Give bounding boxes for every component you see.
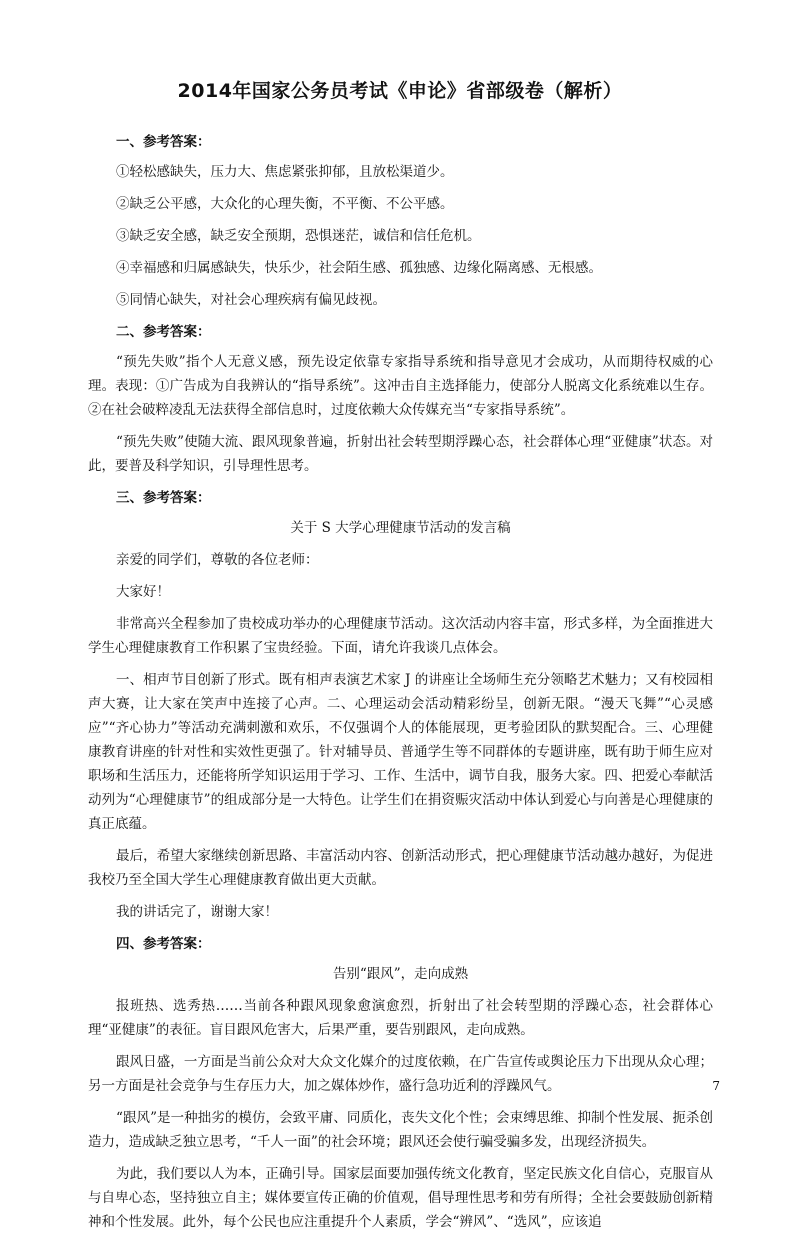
- section-2-paragraph: “预先失败”使随大流、跟风现象普遍，折射出社会转型期浮躁心态，社会群体心理“亚健康”状态。对此，要普及科学知识，引导理性思考。: [88, 434, 713, 474]
- section-3-paragraph: 我的讲话完了，谢谢大家！: [116, 904, 278, 920]
- section-4-heading: 四、参考答案：: [116, 936, 211, 952]
- section-1-item: ②缺乏公平感，大众化的心理失衡，不平衡、不公平感。: [116, 196, 454, 212]
- section-2-heading: 二、参考答案：: [116, 324, 211, 340]
- section-1-item: ④幸福感和归属感缺失，快乐少，社会陌生感、孤独感、边缘化隔离感、无根感。: [116, 260, 602, 276]
- section-1-item: ③缺乏安全感，缺乏安全预期，恐惧迷茫，诚信和信任危机。: [116, 228, 481, 244]
- speech-salutation: 亲爱的同学们，尊敬的各位老师：: [116, 552, 319, 568]
- section-3-paragraph: 非常高兴全程参加了贵校成功举办的心理健康节活动。这次活动内容丰富，形式多样，为全面推进大学生心理健康教育工作积累了宝贵经验。下面，请允许我谈几点体会。: [88, 616, 713, 656]
- section-3-paragraph: 一、相声节目创新了形式。既有相声表演艺术家 J 的讲座让全场师生充分领略艺术魅力；又有校园相声大赛，让大家在笑声中连接了心声。二、心理运动会活动精彩纷呈，创新无限。“漫天飞舞”“心灵感应”“齐心协力”等活动充满刺激和欢乐，不仅强调个人的体能展现，更考验团队的默契配合。三、心理健康教育讲座的针对性和实效性更强了。针对辅导员、普通学生等不同群体的专题讲座，既有助于师生应对职场和生活压力，还能将所学知识运用于学习、工作、生活中，调节自我，服务大家。四、把爱心奉献活动列为“心理健康节”的组成部分是一大特色。让学生们在捐资赈灾活动中体认到爱心与向善是心理健康的真正底蕴。: [88, 672, 713, 832]
- essay-title: 告别“跟风”，走向成熟: [332, 966, 469, 982]
- section-1-item: ⑤同情心缺失，对社会心理疾病有偏见歧视。: [116, 292, 386, 308]
- section-3-paragraph: 最后，希望大家继续创新思路、丰富活动内容、创新活动形式，把心理健康节活动越办越好，为促进我校乃至全国大学生心理健康教育做出更大贡献。: [88, 848, 713, 888]
- section-4-paragraph: 报班热、选秀热……当前各种跟风现象愈演愈烈，折射出了社会转型期的浮躁心态，社会群体心理“亚健康”的表征。盲目跟风危害大，后果严重，要告别跟风，走向成熟。: [88, 998, 713, 1038]
- section-4-paragraph: “跟风”是一种拙劣的模仿，会致平庸、同质化，丧失文化个性；会束缚思维、抑制个性发展、扼杀创造力，造成缺乏独立思考，“千人一面”的社会环境；跟风还会使行骗受骗多发，出现经济损失。: [88, 1110, 713, 1150]
- section-4-paragraph: 跟风日盛，一方面是当前公众对大众文化媒介的过度依赖，在广告宣传或舆论压力下出现从众心理；另一方面是社会竞争与生存压力大，加之媒体炒作，盛行急功近利的浮躁风气。: [88, 1054, 713, 1094]
- section-1-heading: 一、参考答案：: [116, 134, 211, 150]
- document-body: [88, 130, 713, 1242]
- section-4-paragraph: 为此，我们要以人为本，正确引导。国家层面要加强传统文化教育，坚定民族文化自信心，克服盲从与自卑心态，坚持独立自主；媒体要宣传正确的价值观，倡导理性思考和劳有所得；全社会要鼓励创新精神和个性发展。此外，每个公民也应注重提升个人素质，学会“辨风”、“选风”，应该追: [88, 1166, 713, 1230]
- speech-greeting: 大家好！: [116, 584, 170, 600]
- page-number: 7: [712, 1079, 720, 1093]
- speech-title: 关于 S 大学心理健康节活动的发言稿: [290, 520, 511, 536]
- section-3-heading: 三、参考答案：: [116, 490, 211, 506]
- section-2-paragraph: “预先失败”指个人无意义感，预先设定依靠专家指导系统和指导意见才会成功，从而期待权威的心理。表现：①广告成为自我辨认的“指导系统”。这冲击自主选择能力，使部分人脱离文化系统难以生存。②在社会破粹凌乱无法获得全部信息时，过度依赖大众传媒充当“专家指导系统”。: [88, 354, 713, 418]
- section-1-item: ①轻松感缺失，压力大、焦虑紧张抑郁，且放松渠道少。: [116, 164, 454, 180]
- document-title: 2014年国家公务员考试《申论》省部级卷（解析）: [177, 80, 623, 102]
